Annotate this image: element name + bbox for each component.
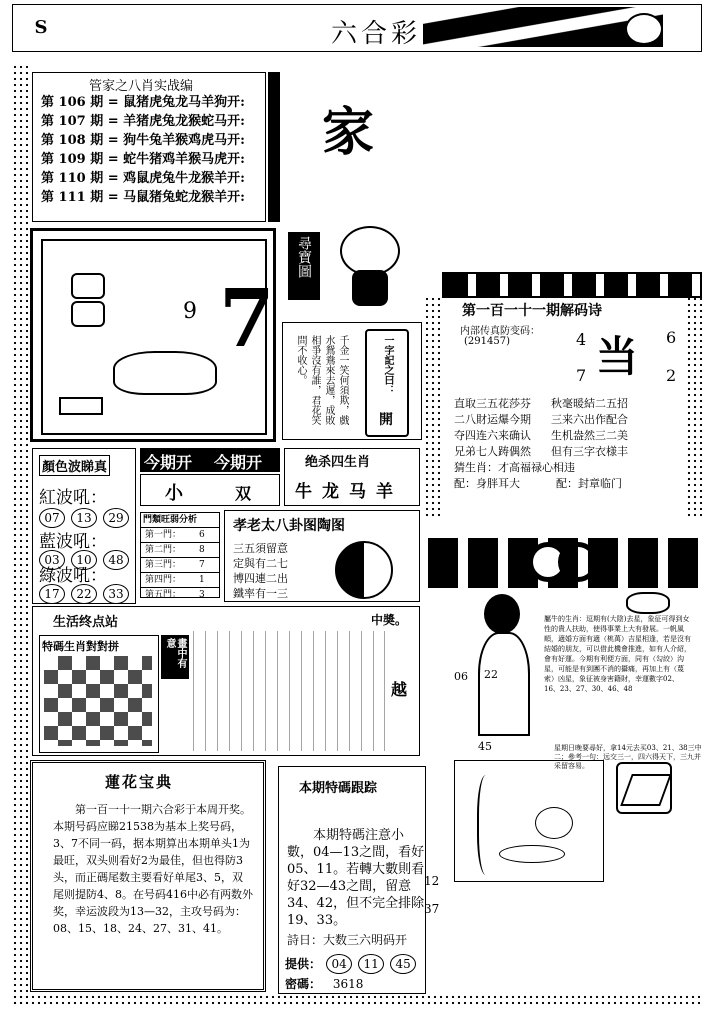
today-value-small: 小 bbox=[165, 483, 183, 504]
bagua-line: 鐵率有一三 bbox=[233, 587, 288, 600]
picture-meaning-label: 畫中有意 bbox=[161, 635, 189, 679]
bagua-line: 定與有二七 bbox=[233, 557, 288, 570]
bottom-right-text: 星期日晚要尋好，拿14元去买03、21、38三中二；參考一句：远交三一，四六得天下，三九并采留容易。 bbox=[554, 744, 702, 770]
rings-banner bbox=[428, 538, 702, 588]
tracking-text: 本期特碼注意小數，04—13之間，看好05、11。若轉大數則看好32—43之間，留意34、42，但不完全排除19、33。 bbox=[287, 828, 425, 928]
door-value: 7 bbox=[199, 560, 205, 570]
girl-num: 06 bbox=[454, 670, 468, 683]
poem-pair-right: 配：封章临门 bbox=[556, 477, 622, 490]
tracking-title: 本期特碼跟踪 bbox=[299, 781, 378, 796]
treasure-number-7: 7 bbox=[219, 271, 275, 365]
girl-num: 22 bbox=[484, 668, 498, 681]
green-wave-label: 綠波吼： bbox=[39, 566, 107, 586]
girl-portrait-icon bbox=[470, 594, 534, 744]
four-zodiac-box bbox=[284, 448, 420, 506]
door-label: 第一門： bbox=[145, 530, 182, 540]
red-number: 29 bbox=[103, 508, 129, 528]
today-value-even: 双 bbox=[235, 484, 252, 503]
sketch-box bbox=[454, 760, 604, 882]
four-zodiac-values: 牛龙马羊 bbox=[295, 482, 403, 502]
poem-line: 生机盎然三二美 bbox=[551, 429, 628, 442]
scroll-answer: 開 bbox=[379, 412, 393, 428]
period-row: 第 108 期 = 狗牛兔羊猴鸡虎马开: bbox=[41, 133, 245, 148]
bird-icon bbox=[535, 807, 573, 839]
cow-icon bbox=[626, 592, 670, 614]
bottom-border-pattern bbox=[12, 994, 702, 1006]
blue-number: 10 bbox=[71, 550, 97, 570]
poem-line: 二八財运爆今期 bbox=[454, 413, 531, 426]
vertical-bar bbox=[268, 72, 280, 222]
periods-title: 管家之八肖实战编 bbox=[89, 79, 194, 94]
stone-icon bbox=[71, 301, 105, 327]
bagua-line: 三五須留意 bbox=[233, 542, 288, 555]
bagua-line: 博四連二出 bbox=[233, 572, 288, 585]
poem-line: 兄弟七人踌偶然 bbox=[454, 445, 531, 458]
today-label: 今期开 bbox=[214, 453, 263, 472]
poem-num: 2 bbox=[666, 366, 677, 385]
special-board-title: 特碼生肖對對拼 bbox=[42, 640, 119, 653]
tracking-num: 12 bbox=[424, 874, 440, 888]
poem-num: 4 bbox=[576, 330, 587, 349]
poem-box bbox=[424, 270, 702, 520]
period-row: 第 109 期 = 蛇牛猪鸡羊猴马虎开: bbox=[41, 152, 245, 167]
blue-wave-label: 藍波吼： bbox=[39, 532, 107, 552]
red-number: 07 bbox=[39, 508, 65, 528]
treasure-number-9: 9 bbox=[183, 299, 197, 324]
period-row: 第 110 期 = 鸡鼠虎兔牛龙猴羊开: bbox=[41, 171, 245, 186]
today-label: 今期开 bbox=[144, 453, 193, 472]
treasure-label: 尋寶圖 bbox=[288, 232, 320, 300]
big-character: 家 bbox=[322, 102, 375, 163]
poem-pair-left: 配：身胖耳大 bbox=[454, 477, 520, 490]
poem-line: 但有三字衣様丰 bbox=[551, 445, 628, 458]
green-number: 33 bbox=[103, 584, 129, 604]
poem-header-banner bbox=[442, 272, 702, 298]
poem-guess: 猜生肖：才高福禄心相违 bbox=[454, 461, 575, 474]
page-title: 六合彩 bbox=[331, 19, 422, 49]
provide-number: 11 bbox=[358, 954, 384, 974]
door-label: 第三門： bbox=[145, 560, 182, 570]
poem-big-char: 当 bbox=[596, 332, 639, 381]
today-open-banner bbox=[140, 448, 280, 472]
bagua-box bbox=[224, 510, 420, 602]
bagua-title: 孝老太八卦图陶图 bbox=[233, 518, 345, 534]
dish-icon bbox=[499, 845, 565, 863]
girl-box bbox=[430, 590, 702, 758]
wave-title: 顏色波睇真 bbox=[39, 455, 110, 476]
poem-line: 夺四连六来确认 bbox=[454, 429, 531, 442]
door-label: 第二門： bbox=[145, 545, 182, 555]
scroll-box bbox=[282, 322, 422, 440]
yin-yang-icon bbox=[335, 541, 393, 599]
tracking-box bbox=[278, 766, 426, 994]
blue-number: 03 bbox=[39, 550, 65, 570]
door-value: 1 bbox=[199, 575, 205, 585]
logo-icon: S bbox=[34, 17, 48, 38]
poem-line: 秋毫暖結二五招 bbox=[551, 397, 628, 410]
life-title: 生活终点站 bbox=[53, 615, 119, 630]
ring-icon bbox=[558, 542, 598, 582]
code-value: 3618 bbox=[332, 977, 364, 991]
door-label: 第四門： bbox=[145, 575, 182, 585]
treasure-map-box bbox=[30, 228, 276, 442]
door-table bbox=[140, 512, 220, 598]
code-label: 密碼： bbox=[285, 977, 322, 991]
door-label: 第五門： bbox=[145, 590, 182, 600]
poem-num: 6 bbox=[666, 328, 677, 347]
green-number: 17 bbox=[39, 584, 65, 604]
girl-num: 45 bbox=[478, 740, 492, 753]
tracking-verse: 詩日：大数三六明码开 bbox=[287, 933, 408, 947]
periods-box bbox=[32, 72, 266, 222]
period-row: 第 106 期 = 鼠猪虎兔龙马羊狗开: bbox=[41, 95, 245, 110]
period-row: 第 107 期 = 羊猪虎兔龙猴蛇马开: bbox=[41, 114, 245, 129]
special-board bbox=[39, 635, 159, 753]
scroll-paper: 一字記之曰： 開 bbox=[365, 329, 409, 437]
poem-sub1: 内部传真防变码： bbox=[460, 326, 540, 337]
door-value: 6 bbox=[199, 530, 205, 540]
heart-icon bbox=[625, 13, 663, 45]
life-station-box bbox=[32, 606, 420, 756]
book-icon bbox=[59, 397, 103, 415]
blue-number: 48 bbox=[103, 550, 129, 570]
red-wave-label: 紅波吼： bbox=[39, 488, 107, 508]
provide-label: 提供： bbox=[285, 957, 322, 971]
scroll-text: 千金一笑何須欺，戲水鴛鴦來去遲，成敗相爭沒有誰，君花笑問不收心。 bbox=[295, 335, 348, 425]
left-border-pattern bbox=[12, 64, 28, 1004]
poem-line: 直取三五花莎芬 bbox=[454, 397, 531, 410]
lotus-box bbox=[30, 760, 266, 992]
poem-line: 三来六出作配合 bbox=[551, 413, 628, 426]
poem-title: 第一百一十一期解码诗 bbox=[462, 303, 602, 319]
vine-icon bbox=[477, 775, 499, 875]
life-middle: 中奬。 bbox=[371, 613, 408, 627]
girl-text: 屬牛的生肖：逗期有(大陰)去星，象征可得到女性的貴人扶助，使得事業上大有發展。一帆風順，適婚方面有適（桃萬）吉星相逢，若是沒有結婚的朋友，可以借此機會推進，如有人介紹，會有好運。今期有利便方面，同有（勾絞）沟星，可能是有到團不消的攝痛，再加上有（蔑索）凶星，象征被身害籍財，幸運數字02、16、23、27、30、46、48 bbox=[544, 615, 691, 693]
stone-icon bbox=[71, 273, 105, 299]
poem-num: 7 bbox=[576, 366, 587, 385]
lotus-title: 蓮花宝典 bbox=[105, 773, 174, 791]
cat-icon bbox=[113, 351, 217, 395]
door-value: 3 bbox=[199, 590, 205, 600]
header-bar bbox=[12, 4, 702, 52]
door-value: 8 bbox=[199, 545, 205, 555]
tracking-num: 37 bbox=[424, 902, 440, 916]
provide-number: 04 bbox=[326, 954, 352, 974]
hand-writing-icon bbox=[616, 762, 672, 814]
decorative-char: 越 bbox=[391, 680, 408, 699]
door-table-title: 門類旺弱分析 bbox=[141, 513, 219, 528]
pig-mascot-icon bbox=[330, 222, 410, 312]
provide-number: 45 bbox=[390, 954, 416, 974]
four-zodiac-title: 绝杀四生肖 bbox=[305, 455, 371, 470]
red-number: 13 bbox=[71, 508, 97, 528]
today-values bbox=[140, 474, 280, 506]
wave-box bbox=[32, 448, 136, 604]
poem-sub2: (291457) bbox=[464, 336, 510, 347]
period-row: 第 111 期 = 马鼠猪兔蛇龙猴羊开: bbox=[41, 190, 245, 205]
green-number: 22 bbox=[71, 584, 97, 604]
lotus-text: 第一百一十一期六合彩于本周开奖。本期号码应睇21538为基本上奖号码，3、7不同一码，据本期算出本期单头1为最旺，双头则看好2为最佳，但也得防3头，而正碼尾数主要看好单尾3、5，双尾则提防4、8。在号码416中必有两数外奖，幸运波段为13—32，主攻号码为：08、15、18、24、27、31、41。 bbox=[53, 803, 253, 935]
